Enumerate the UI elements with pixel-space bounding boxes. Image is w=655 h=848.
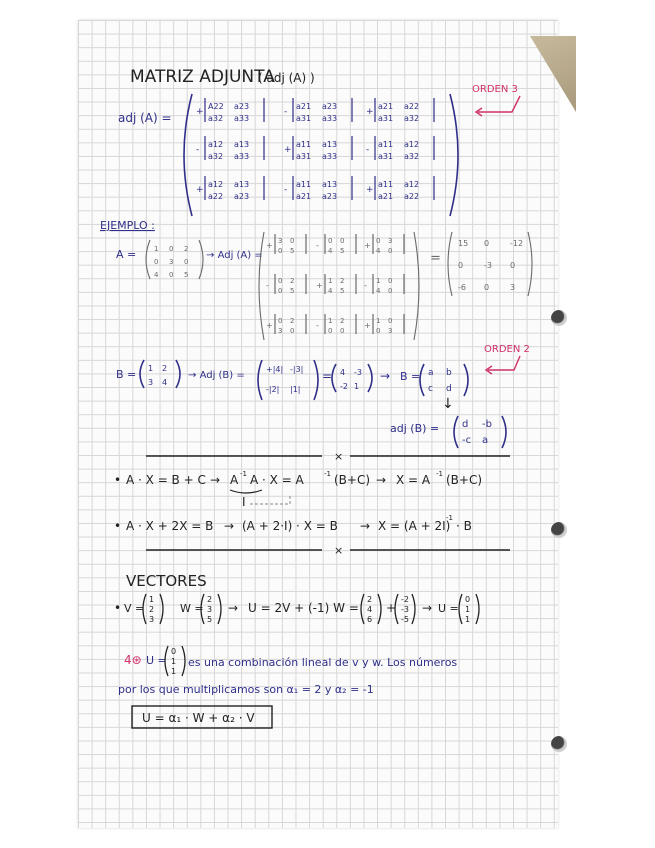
minor-sign: - bbox=[316, 241, 319, 250]
sentence-marker: 4⊛ bbox=[124, 653, 142, 667]
minor-entry: 5 bbox=[290, 287, 295, 295]
minor-entry: 3 bbox=[278, 327, 283, 335]
ex-a-result-entry: 0 bbox=[510, 261, 516, 270]
ex-a-result-entry: -12 bbox=[510, 239, 524, 248]
ex-b-minor-entry: -|3| bbox=[290, 365, 304, 374]
example-b-generic-matrix bbox=[420, 364, 468, 396]
minor-entry: a21 bbox=[378, 102, 394, 111]
equation2-arrow-icon: → bbox=[224, 519, 235, 533]
example-b-arrow-text: → Adj (B) = bbox=[188, 370, 245, 381]
ex-a-matrix-entry: 4 bbox=[154, 271, 159, 279]
minor-entry: 3 bbox=[388, 237, 393, 245]
order2-label: ORDEN 2 bbox=[484, 344, 530, 355]
minor-entry: a21 bbox=[378, 192, 394, 201]
minor-entry: 4 bbox=[328, 247, 333, 255]
equation1-part6: (B+C) bbox=[446, 473, 483, 487]
vec-u-entry: 1 bbox=[465, 615, 471, 624]
ex-a-result-entry: 0 bbox=[484, 283, 490, 292]
ex-a-result-entry: 0 bbox=[458, 261, 464, 270]
vec-u-entry: 0 bbox=[465, 595, 471, 604]
ex-a-matrix-paren-right bbox=[199, 240, 203, 279]
minor-entry: a11 bbox=[296, 180, 312, 189]
equation1-identity: I bbox=[242, 495, 246, 509]
ex-b-minors-paren-left bbox=[258, 360, 262, 400]
vec-s-entry: 1 bbox=[171, 667, 177, 676]
minor-sign: + bbox=[364, 241, 371, 250]
equation1-part1: A · X = B + C bbox=[126, 473, 206, 487]
minor-entry: 0 bbox=[388, 247, 393, 255]
minor-entry: a12 bbox=[208, 180, 224, 189]
vec-v-paren-right bbox=[160, 594, 163, 624]
minor-entry: a21 bbox=[296, 192, 312, 201]
sentence1-pre: U = bbox=[146, 654, 167, 667]
ex-b-generic-entry: a bbox=[428, 368, 434, 378]
minor-entry: 0 bbox=[340, 237, 345, 245]
example-a-minors-paren-left bbox=[259, 232, 264, 340]
minor-sign: + bbox=[316, 281, 323, 290]
minor-entry: 2 bbox=[340, 317, 345, 325]
minor-entry: a33 bbox=[234, 114, 250, 123]
ex-b-adj-entry: -c bbox=[462, 435, 472, 446]
order3-label: ORDEN 3 bbox=[472, 84, 518, 95]
minor-entry: a32 bbox=[404, 152, 420, 161]
ex-b-minor-entry: |1| bbox=[290, 385, 301, 394]
boxed-formula: U = α₁ · W + α₂ · V bbox=[142, 711, 255, 725]
ex-b-result-entry: -3 bbox=[354, 368, 362, 377]
example-label: EJEMPLO : bbox=[100, 219, 155, 232]
vec-negw-paren-right bbox=[412, 594, 415, 624]
ex-b-adj-entry: d bbox=[462, 419, 469, 430]
vector-u bbox=[459, 594, 479, 624]
minor-entry: 1 bbox=[376, 317, 381, 325]
minor-sign: + bbox=[364, 321, 371, 330]
vec-w-entry: 3 bbox=[207, 605, 213, 614]
adj-b-generic-matrix bbox=[454, 416, 506, 448]
minor-entry: a23 bbox=[322, 192, 338, 201]
equation1-arrow-icon: → bbox=[210, 473, 221, 487]
vec-negw-entry: -2 bbox=[401, 595, 409, 604]
vector-arrow-icon: → bbox=[228, 601, 239, 615]
minor-entry: a22 bbox=[404, 102, 420, 111]
minor-entry: 5 bbox=[340, 287, 345, 295]
minor-sign: - bbox=[366, 145, 370, 155]
minor-entry: a12 bbox=[404, 140, 420, 149]
minor-entry: 4 bbox=[328, 287, 333, 295]
ex-a-matrix-entry: 5 bbox=[184, 271, 189, 279]
minor-entry: a31 bbox=[378, 152, 394, 161]
minor-entry: a33 bbox=[322, 114, 338, 123]
ex-b-adj-entry: -b bbox=[482, 419, 492, 430]
minor-sign: + bbox=[366, 107, 374, 117]
ex-b-result-entry: 1 bbox=[354, 382, 360, 391]
ex-b-minor-entry: +|4| bbox=[266, 365, 284, 374]
example-b-matrix bbox=[140, 360, 180, 388]
minor-entry: a13 bbox=[234, 180, 250, 189]
minor-entry: a11 bbox=[378, 180, 394, 189]
example-a-matrix bbox=[146, 240, 203, 279]
vec-s-paren-right bbox=[182, 646, 185, 676]
minor-entry: a33 bbox=[234, 152, 250, 161]
vector-v bbox=[143, 594, 163, 624]
example-a-result bbox=[458, 239, 523, 292]
vec-negw-entry: -3 bbox=[401, 605, 409, 614]
ex-b-generic-entry: b bbox=[446, 368, 452, 378]
ex-a-result-entry: 0 bbox=[484, 239, 490, 248]
vectors-title: VECTORES bbox=[126, 572, 207, 590]
ex-b-result-paren-right bbox=[368, 364, 372, 392]
vec-w-entry: 2 bbox=[207, 595, 213, 604]
ex-b-matrix-paren-right bbox=[176, 360, 180, 388]
ex-b-result-paren-left bbox=[332, 364, 336, 392]
ex-b-minors-paren-right bbox=[314, 360, 318, 400]
minor-entry: a31 bbox=[378, 114, 394, 123]
vector-plus: + bbox=[386, 601, 397, 615]
vector-arrow2-icon: → bbox=[422, 601, 433, 615]
minor-sign: - bbox=[364, 281, 367, 290]
vec-negw-entry: -5 bbox=[401, 615, 409, 624]
vec-v-entry: 1 bbox=[149, 595, 155, 604]
vector-2v bbox=[361, 594, 381, 624]
ex-b-generic-paren-left bbox=[420, 364, 424, 396]
adj-b-lhs: adj (B) = bbox=[390, 422, 440, 435]
separator-mark-1: × bbox=[334, 450, 344, 463]
minor-entry: a33 bbox=[322, 152, 338, 161]
page-title-paren: ( adj (A) ) bbox=[258, 71, 315, 85]
minor-entry: a22 bbox=[208, 192, 224, 201]
equation1-part2: A bbox=[230, 473, 239, 487]
vectors-bullet: • bbox=[114, 601, 122, 615]
order2-arrow-icon bbox=[488, 356, 520, 370]
equation2-bullet: • bbox=[114, 519, 122, 533]
minor-entry: 0 bbox=[278, 317, 283, 325]
example-b-result bbox=[332, 364, 372, 392]
minor-entry: a32 bbox=[404, 114, 420, 123]
example-b-arrow-icon: → bbox=[380, 369, 391, 383]
vec-negw-paren-left bbox=[395, 594, 398, 624]
minor-entry: a12 bbox=[404, 180, 420, 189]
ex-b-adj-paren-left bbox=[454, 416, 458, 448]
vec-w-paren-right bbox=[218, 594, 221, 624]
ex-a-result-entry: -6 bbox=[458, 283, 466, 292]
minor-entry: 0 bbox=[376, 327, 381, 335]
minor-entry: a31 bbox=[296, 152, 312, 161]
minor-sign: - bbox=[316, 321, 319, 330]
example-b-lhs: B = bbox=[116, 368, 137, 381]
equation1-bullet: • bbox=[114, 473, 122, 487]
example-a-minors bbox=[266, 234, 404, 335]
ex-a-matrix-paren-left bbox=[146, 240, 150, 279]
vec-s-entry: 0 bbox=[171, 647, 177, 656]
vec-2v-paren-left bbox=[361, 594, 364, 624]
minor-entry: a13 bbox=[234, 140, 250, 149]
minor-entry: 1 bbox=[376, 277, 381, 285]
minor-entry: a13 bbox=[322, 180, 338, 189]
vec-u-entry: 1 bbox=[465, 605, 471, 614]
minor-entry: 0 bbox=[278, 287, 283, 295]
separator-mark-2: × bbox=[334, 544, 344, 557]
minor-entry: a22 bbox=[404, 192, 420, 201]
equation1-brace bbox=[230, 490, 262, 493]
ex-b-adj-entry: a bbox=[482, 435, 489, 446]
sentence-line-2: por los que multiplicamos son α₁ = 2 y α₂ = -1 bbox=[118, 683, 374, 696]
ex-a-matrix-entry: 2 bbox=[184, 245, 189, 253]
example-a-result-paren-left bbox=[448, 232, 452, 296]
vec-u-paren-right bbox=[476, 594, 479, 624]
minor-entry: 0 bbox=[340, 327, 345, 335]
down-arrow-icon: ↓ bbox=[442, 396, 454, 412]
ex-a-matrix-entry: 3 bbox=[169, 258, 174, 266]
equation2-sup: -1 bbox=[446, 514, 453, 522]
equation1-sup-c: -1 bbox=[436, 470, 443, 478]
minor-entry: a11 bbox=[296, 140, 312, 149]
minor-entry: 0 bbox=[278, 247, 283, 255]
vector-u-expr: U = 2V + (-1) W = bbox=[248, 601, 359, 615]
minor-entry: a12 bbox=[208, 140, 224, 149]
minor-entry: a11 bbox=[378, 140, 394, 149]
minor-entry: 3 bbox=[278, 237, 283, 245]
minor-entry: 4 bbox=[376, 287, 381, 295]
minor-sign: + bbox=[284, 145, 292, 155]
equation1-part5: X = A bbox=[396, 473, 431, 487]
ex-a-matrix-entry: 0 bbox=[169, 245, 174, 253]
minor-entry: a21 bbox=[296, 102, 312, 111]
minor-entry: 0 bbox=[388, 287, 393, 295]
ex-b-adj-paren-right bbox=[502, 416, 506, 448]
vec-2v-entry: 6 bbox=[367, 615, 373, 624]
adj-formula-paren-right bbox=[450, 94, 458, 216]
example-a-arrow-text: → Adj (A) = bbox=[206, 250, 263, 261]
ex-a-result-entry: 15 bbox=[458, 239, 469, 248]
vector-neg-w bbox=[395, 594, 415, 624]
equation1-part4: (B+C) bbox=[334, 473, 371, 487]
minor-sign: + bbox=[196, 107, 204, 117]
minor-entry: 5 bbox=[290, 247, 295, 255]
minor-sign: - bbox=[284, 185, 288, 195]
minor-entry: 0 bbox=[278, 277, 283, 285]
minor-entry: a32 bbox=[208, 114, 224, 123]
example-a-lhs: A = bbox=[116, 248, 137, 261]
ex-b-matrix-paren-left bbox=[140, 360, 144, 388]
ex-b-matrix-entry: 1 bbox=[148, 364, 154, 373]
equation2-part3: X = (A + 2I) bbox=[378, 519, 451, 533]
example-b-equals: = bbox=[322, 369, 333, 383]
equation1-arrow2-icon: → bbox=[376, 473, 387, 487]
ex-a-matrix-entry: 0 bbox=[184, 258, 189, 266]
minor-sign: - bbox=[196, 145, 200, 155]
example-b-minors bbox=[258, 360, 318, 400]
vec-v-entry: 2 bbox=[149, 605, 155, 614]
minor-entry: a31 bbox=[296, 114, 312, 123]
equation1-sup-a: -1 bbox=[240, 470, 247, 478]
minor-entry: a23 bbox=[234, 192, 250, 201]
minor-entry: 0 bbox=[376, 237, 381, 245]
adj-formula-paren-left bbox=[184, 94, 192, 216]
minor-entry: 5 bbox=[340, 247, 345, 255]
ex-b-generic-paren-right bbox=[464, 364, 468, 396]
minor-sign: + bbox=[266, 321, 273, 330]
minor-entry: 3 bbox=[388, 327, 393, 335]
minor-entry: 4 bbox=[376, 247, 381, 255]
minor-entry: a32 bbox=[208, 152, 224, 161]
minor-entry: 2 bbox=[290, 317, 295, 325]
minor-entry: a13 bbox=[322, 140, 338, 149]
minor-entry: 0 bbox=[388, 277, 393, 285]
vector-u-label: U = bbox=[438, 602, 459, 615]
vec-v-paren-left bbox=[143, 594, 146, 624]
minor-sign: + bbox=[366, 185, 374, 195]
minor-entry: A22 bbox=[208, 102, 224, 111]
minor-entry: a23 bbox=[234, 102, 250, 111]
vec-v-entry: 3 bbox=[149, 615, 155, 624]
page-title: MATRIZ ADJUNTA bbox=[130, 67, 275, 87]
example-a-equals: = bbox=[430, 251, 441, 266]
ex-b-generic-entry: c bbox=[428, 384, 433, 394]
adj-formula-lhs: adj (A) = bbox=[118, 111, 172, 125]
equation1-part3: A · X = A bbox=[250, 473, 304, 487]
minor-entry: a23 bbox=[322, 102, 338, 111]
vector-v-label: V = bbox=[124, 602, 145, 615]
minor-entry: 0 bbox=[328, 237, 333, 245]
vec-2v-entry: 4 bbox=[367, 605, 373, 614]
ex-b-generic-entry: d bbox=[446, 384, 452, 394]
minor-entry: 0 bbox=[328, 327, 333, 335]
equation1-dashed-arrow bbox=[250, 494, 290, 504]
vec-w-entry: 5 bbox=[207, 615, 213, 624]
minor-entry: 1 bbox=[328, 317, 333, 325]
minor-sign: - bbox=[284, 107, 288, 117]
minor-entry: 0 bbox=[290, 327, 295, 335]
vec-2v-entry: 2 bbox=[367, 595, 373, 604]
minor-sign: - bbox=[266, 281, 269, 290]
ex-b-minor-entry: -|2| bbox=[266, 385, 280, 394]
sentence-line-1: es una combinación lineal de v y w. Los números bbox=[188, 656, 458, 669]
ex-b-matrix-entry: 2 bbox=[162, 364, 168, 373]
vec-u-paren-left bbox=[459, 594, 462, 624]
minor-entry: 2 bbox=[340, 277, 345, 285]
ex-b-matrix-entry: 4 bbox=[162, 378, 168, 387]
sentence-vector bbox=[165, 646, 185, 676]
example-b-generic-lhs: B = bbox=[400, 370, 421, 383]
vector-w-label: W = bbox=[180, 602, 204, 615]
vector-w bbox=[201, 594, 221, 624]
minor-entry: 0 bbox=[290, 237, 295, 245]
minor-entry: 0 bbox=[388, 317, 393, 325]
ex-a-matrix-entry: 0 bbox=[169, 271, 174, 279]
ex-a-matrix-entry: 0 bbox=[154, 258, 159, 266]
order3-arrow-icon bbox=[478, 96, 520, 112]
ex-a-matrix-entry: 1 bbox=[154, 245, 159, 253]
ex-b-matrix-entry: 3 bbox=[148, 378, 154, 387]
equation2-part2: (A + 2·I) · X = B bbox=[242, 519, 338, 533]
example-a-minors-paren-right bbox=[414, 232, 419, 340]
equation2-part4: · B bbox=[456, 519, 472, 533]
ex-a-result-entry: -3 bbox=[484, 261, 492, 270]
ex-b-result-entry: 4 bbox=[340, 368, 346, 377]
vec-2v-paren-right bbox=[378, 594, 381, 624]
minor-sign: + bbox=[196, 185, 204, 195]
equation2-part1: A · X + 2X = B bbox=[126, 519, 214, 533]
example-a-result-paren-right bbox=[528, 232, 532, 296]
equation1-sup-b: -1 bbox=[324, 470, 331, 478]
minor-entry: 1 bbox=[328, 277, 333, 285]
equation2-arrow2-icon: → bbox=[360, 519, 371, 533]
adj-formula-grid bbox=[196, 98, 434, 201]
ex-b-result-entry: -2 bbox=[340, 382, 348, 391]
vec-s-entry: 1 bbox=[171, 657, 177, 666]
ex-a-result-entry: 3 bbox=[510, 283, 516, 292]
minor-sign: + bbox=[266, 241, 273, 250]
minor-entry: 2 bbox=[290, 277, 295, 285]
